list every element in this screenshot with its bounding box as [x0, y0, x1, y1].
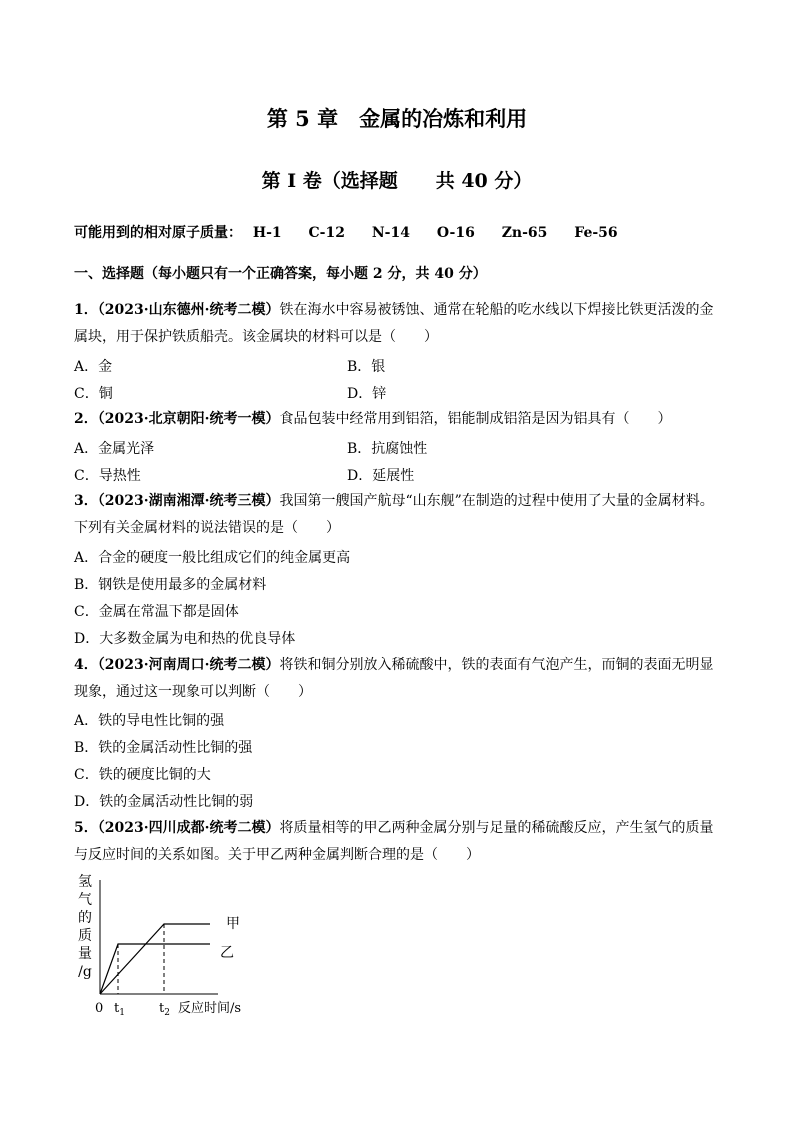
atomic-masses-label: 可能用到的相对原子质量：: [74, 225, 242, 241]
option-a: A．金: [74, 359, 113, 375]
question-number: 2．: [74, 411, 98, 427]
y-label-char: 的: [78, 910, 92, 926]
option-d: D．大多数金属为电和热的优良导体: [74, 631, 296, 647]
section-heading: 一、选择题（每小题只有一个正确答案，每小题 2 分，共 40 分）: [74, 266, 487, 282]
atomic-mass-item: Zn-65: [501, 225, 548, 241]
question-3: [74, 488, 724, 542]
question-number: 5．: [74, 820, 98, 836]
question-2: [74, 406, 724, 433]
question-source: （2023·山东德州·统考二模）: [97, 302, 280, 318]
question-1: [74, 297, 724, 351]
y-label-char: 氢: [78, 874, 92, 890]
question-source: （2023·四川成都·统考二模）: [97, 820, 280, 836]
hydrogen-mass-graph: [70, 870, 260, 1020]
option-c: C．铜: [74, 386, 113, 402]
option-b: B．钢铁是使用最多的金属材料: [74, 577, 267, 593]
option-c: C．铁的硬度比铜的大: [74, 767, 211, 783]
atomic-mass-item: O-16: [436, 225, 475, 241]
question-source: （2023·湖南湘潭·统考三模）: [97, 493, 280, 509]
origin-label: 0: [95, 1001, 104, 1016]
y-label-char: 量: [78, 946, 92, 962]
question-source: （2023·北京朝阳·统考一模）: [97, 411, 280, 427]
atomic-mass-item: Fe-56: [574, 225, 618, 241]
page-title: 第 5 章 金属的冶炼和利用: [266, 106, 528, 131]
option-a: A．合金的硬度一般比组成它们的纯金属更高: [74, 550, 351, 566]
question-4: [74, 652, 724, 706]
option-a: A．金属光泽: [74, 441, 155, 457]
y-label-char: 气: [78, 892, 92, 908]
curve-jia: [100, 924, 210, 994]
question-number: 4．: [74, 657, 98, 673]
atomic-masses: [74, 222, 640, 242]
option-c: C．金属在常温下都是固体: [74, 604, 239, 620]
question-text: 将铁和铜分别放入稀硫酸中，铁的表面有气泡产生，而铜的表面无明显现象，通过这一现象可以判断（ ）: [74, 657, 714, 700]
y-label-char: 质: [78, 928, 92, 944]
series-label-yi: 乙: [220, 945, 234, 961]
question-source: （2023·河南周口·统考二模）: [97, 657, 280, 673]
curve-yi: [100, 944, 210, 994]
question-text: 食品包装中经常用到铝箔，铝能制成铝箔是因为铝具有（ ）: [279, 411, 672, 427]
atomic-mass-item: H-1: [252, 225, 282, 241]
option-d: D．锌: [347, 386, 387, 402]
question-text: 铁在海水中容易被锈蚀、通常在轮船的吃水线以下焊接比铁更活泼的金属块，用于保护铁质船壳。该金属块的材料可以是（ ）: [74, 302, 714, 345]
option-b: B．银: [347, 359, 386, 375]
x-axis-label: 反应时间/s: [178, 1001, 242, 1016]
atomic-mass-item: C-12: [308, 225, 345, 241]
y-label-char: /g: [78, 964, 92, 980]
option-b: B．铁的金属活动性比铜的强: [74, 740, 253, 756]
option-d: D．铁的金属活动性比铜的弱: [74, 794, 254, 810]
option-a: A．铁的导电性比铜的强: [74, 713, 225, 729]
t2-label: $t_2$: [159, 1001, 170, 1018]
option-c: C．导热性: [74, 468, 141, 484]
option-d: D．延展性: [347, 468, 415, 484]
section-subtitle: 第 I 卷（选择题 共 40 分）: [261, 170, 533, 192]
question-text: 我国第一艘国产航母“山东舰”在制造的过程中使用了大量的金属材料。下列有关金属材料的说法错误的是（ ）: [74, 493, 714, 536]
option-b: B．抗腐蚀性: [347, 441, 428, 457]
question-text: 将质量相等的甲乙两种金属分别与足量的稀硫酸反应，产生氢气的质量与反应时间的关系如图。关于甲乙两种金属判断合理的是（ ）: [74, 820, 714, 863]
t1-label: $t_1$: [114, 1001, 125, 1018]
series-label-jia: 甲: [226, 916, 240, 932]
atomic-mass-item: N-14: [371, 225, 410, 241]
question-5: [74, 815, 724, 869]
question-number: 3．: [74, 493, 98, 509]
question-number: 1．: [74, 302, 98, 318]
